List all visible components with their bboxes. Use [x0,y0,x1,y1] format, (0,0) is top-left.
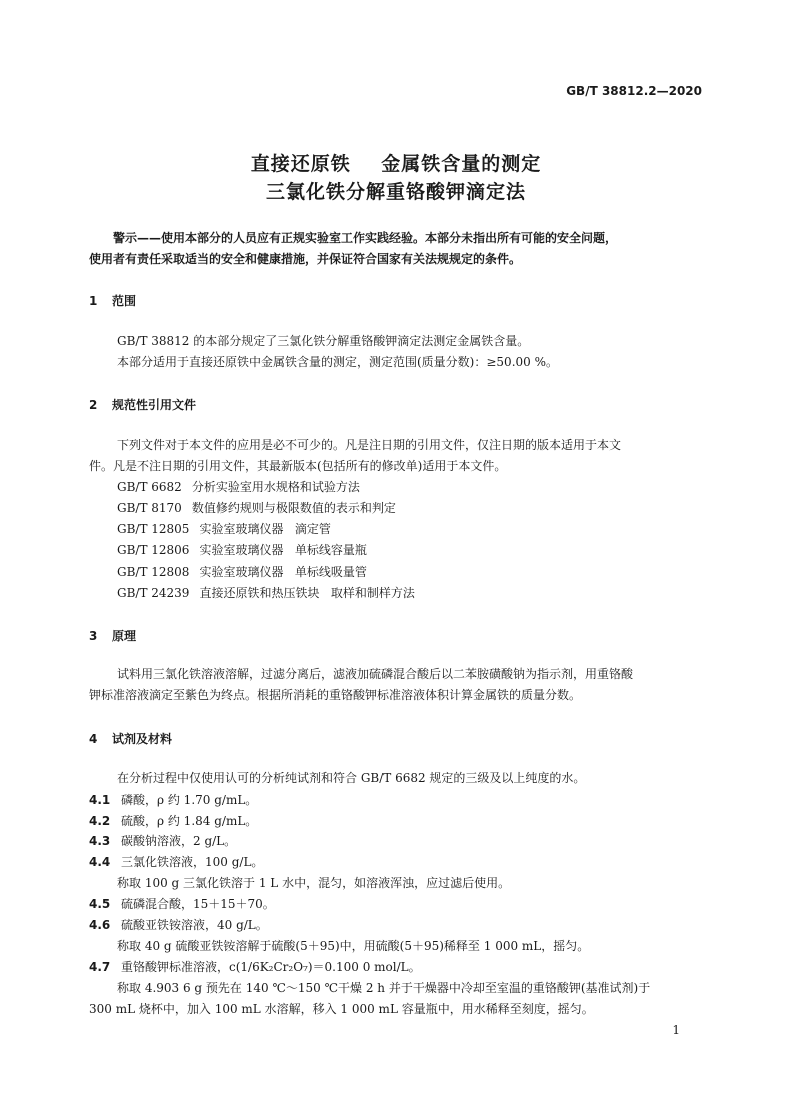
reagent-text: 磷酸，ρ 约 1.70 g/mL。 [121,793,258,807]
references-intro-line1: 下列文件对于本文件的应用是必不可少的。凡是注日期的引用文件，仅注日期的版本适用于本文 [117,438,622,452]
section-number: 3 [89,629,98,643]
reagent-number: 4.3 [89,834,111,848]
reference-code: GB/T 12806 [117,543,190,557]
reference-item [117,563,367,580]
section-number: 4 [89,732,98,746]
reagents-intro-text: 在分析过程中仅使用认可的分析纯试剂和符合 GB/T 6682 规定的三级及以上纯度的水。 [117,771,586,785]
reagent-text: 碳酸钠溶液，2 g/L。 [121,834,237,848]
principle-paragraph [89,664,703,706]
reagent-number: 4.2 [89,814,111,828]
principle-line2: 钾标准溶液滴定至紫色为终点。根据所消耗的重铬酸钾标准溶液体积计算金属铁的质量分数。 [89,688,582,702]
reagent-item [89,916,268,933]
reagent-item [89,958,421,975]
principle-line1: 试料用三氯化铁溶液溶解，过滤分离后，滤液加硫磷混合酸后以二苯胺磺酸钠为指示剂，用重铬酸 [117,667,634,681]
reference-item [117,584,415,601]
reagent-item [89,832,236,849]
reference-code: GB/T 6682 [117,480,182,494]
scope-text-2: 本部分适用于直接还原铁中金属铁含量的测定，测定范围(质量分数)：≥50.00 %。 [117,355,558,369]
reagent-item [89,812,257,829]
reference-name: 分析实验室用水规格和试验方法 [191,480,360,494]
references-intro-line2: 件。凡是不注日期的引用文件，其最新版本(包括所有的修改单)适用于本文件。 [89,459,507,473]
reagent-number: 4.4 [89,855,111,869]
warning-line1: 警示——使用本部分的人员应有正规实验室工作实践经验。本部分未指出所有可能的安全问题， [113,231,618,245]
reagent-note-47 [89,978,703,1020]
reference-code: GB/T 12805 [117,522,190,536]
section-number: 1 [89,294,98,308]
reagent-text: 硫磷混合酸，15＋15＋70。 [121,897,275,911]
section-title: 原理 [112,629,137,643]
reagents-intro [89,768,703,789]
document-title-line1: 直接还原铁 金属铁含量的测定 [250,153,542,175]
reference-code: GB/T 12808 [117,565,190,579]
references-intro [89,435,703,477]
reagent-text: 硫酸，ρ 约 1.84 g/mL。 [121,814,258,828]
reagent-item [89,895,275,912]
reagent-number: 4.5 [89,897,111,911]
section-title: 规范性引用文件 [112,398,197,412]
reagent-item [89,791,257,808]
section-heading-scope [89,292,136,309]
section-number: 2 [89,398,98,412]
reagent-text: 重铬酸钾标准溶液，c(1/6K₂Cr₂O₇)＝0.100 0 mol/L。 [121,960,421,974]
reagent-note-line1: 称取 4.903 6 g 预先在 140 ℃～150 ℃干燥 2 h 并于干燥器中冷却至室温的重铬酸钾(基准试剂)于 [117,981,651,995]
reference-item [117,520,331,537]
section-heading-reagents [89,730,172,747]
section-title: 试剂及材料 [112,732,173,746]
scope-text-1: GB/T 38812 的本部分规定了三氯化铁分解重铬酸钾滴定法测定金属铁含量。 [117,334,530,348]
scope-paragraph-1 [89,331,703,352]
page-number: 1 [672,1023,680,1037]
document-title-line2: 三氯化铁分解重铬酸钾滴定法 [265,181,526,203]
standard-number: GB/T 38812.2—2020 [566,84,702,98]
reference-code: GB/T 8170 [117,501,182,515]
scope-paragraph-2 [89,352,703,373]
section-heading-normative-references [89,396,196,413]
reference-name: 实验室玻璃仪器 单标线容量瓶 [199,543,367,557]
reagent-item [89,853,263,870]
reagent-note-line2: 300 mL 烧杯中，加入 100 mL 水溶解，移入 1 000 mL 容量瓶中，用水稀释至刻度，摇匀。 [89,1002,594,1016]
reagent-text: 三氯化铁溶液，100 g/L。 [121,855,264,869]
reference-name: 实验室玻璃仪器 滴定管 [199,522,331,536]
reference-name: 实验室玻璃仪器 单标线吸量管 [199,565,367,579]
reagent-note: 称取 100 g 三氯化铁溶于 1 L 水中，混匀，如溶液浑浊，应过滤后使用。 [117,876,511,890]
section-heading-principle [89,627,136,644]
reference-item [117,499,396,516]
reference-item [117,541,367,558]
reagent-number: 4.6 [89,918,111,932]
reference-code: GB/T 24239 [117,586,190,600]
reagent-number: 4.1 [89,793,111,807]
warning-paragraph [89,228,703,270]
reagent-text: 硫酸亚铁铵溶液，40 g/L。 [121,918,268,932]
reagent-number: 4.7 [89,960,111,974]
section-title: 范围 [112,294,137,308]
reagent-note: 称取 40 g 硫酸亚铁铵溶解于硫酸(5＋95)中，用硫酸(5＋95)稀释至 1 000 mL，摇匀。 [117,939,590,953]
reference-name: 数值修约规则与极限数值的表示和判定 [191,501,396,515]
warning-line2: 使用者有责任采取适当的安全和健康措施，并保证符合国家有关法规规定的条件。 [89,252,522,266]
reference-name: 直接还原铁和热压铁块 取样和制样方法 [199,586,415,600]
reference-item [117,478,360,495]
